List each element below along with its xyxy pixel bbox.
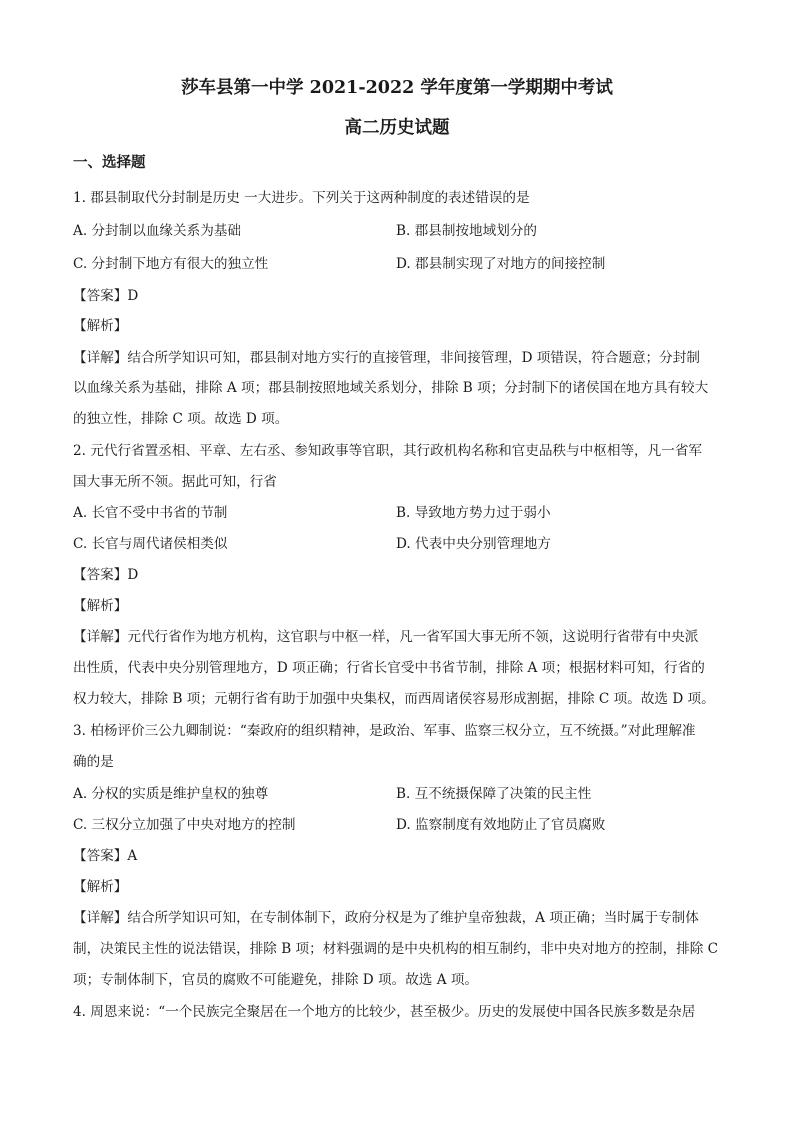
q3-detail-line: 【详解】结合所学知识可知，在专制体制下，政府分权是为了维护皇帝独裁，A 项正确；当时属于专制体 [73, 910, 699, 926]
section-heading: 一、选择题 [73, 154, 146, 171]
q3-option-d: D. 监察制度有效地防止了官员腐败 [396, 817, 606, 833]
q3-option-b: B. 互不统摄保障了决策的民主性 [396, 786, 592, 802]
q2-detail-line: 出性质，代表中央分别管理地方，D 项正确；行省长官受中书省节制，排除 A 项；根据材料可知，行省的 [73, 660, 705, 676]
q1-detail-line: 以血缘关系为基础，排除 A 项；郡县制按照地域关系划分，排除 B 项；分封制下的诸侯国在地方具有较大 [73, 380, 709, 396]
q3-option-c: C. 三权分立加强了中央对地方的控制 [73, 817, 296, 833]
q2-detail-line: 权力较大，排除 B 项；元朝行省有助于加强中央集权，而西周诸侯容易形成割据，排除 C 项。故选 D 项。 [73, 691, 715, 707]
q3-stem: 3. 柏杨评价三公九卿制说：“秦政府的组织精神，是政治、军事、监察三权分立，互不统摄。”对此理解准 [73, 723, 696, 739]
q2-detail-line: 【详解】元代行省作为地方机构，这官职与中枢一样，凡一省军国大事无所不领，这说明行省带有中央派 [73, 629, 699, 645]
q1-option-c: C. 分封制下地方有很大的独立性 [73, 256, 269, 272]
q1-option-b: B. 郡县制按地域划分的 [396, 223, 537, 239]
q1-option-a: A. 分封制以血缘关系为基础 [73, 223, 241, 239]
q3-analysis-label: 【解析】 [73, 879, 128, 895]
q4-stem: 4. 周恩来说：“一个民族完全聚居在一个地方的比较少，甚至极少。历史的发展使中国各民族多数是杂居 [73, 1004, 696, 1020]
q3-option-a: A. 分权的实质是维护皇权的独尊 [73, 786, 269, 802]
q2-option-c: C. 长官与周代诸侯相类似 [73, 536, 228, 552]
q1-detail-line: 【详解】结合所学知识可知，郡县制对地方实行的直接管理，非间接管理，D 项错误，符合题意；分封制 [73, 350, 700, 366]
q1-stem: 1. 郡县制取代分封制是历史 一大进步。下列关于这两种制度的表述错误的是 [73, 190, 530, 206]
q1-answer: 【答案】D [73, 288, 139, 304]
q3-detail-line: 制，决策民主性的说法错误，排除 B 项；材料强调的是中央机构的相互制约，非中央对地方的控制，排除 C [73, 941, 719, 957]
q3-stem: 确的是 [73, 754, 114, 770]
exam-title: 莎车县第一中学 2021-2022 学年度第一学期期中考试 [181, 78, 613, 98]
q3-detail-line: 项；专制体制下，官员的腐败不可能避免，排除 D 项。故选 A 项。 [73, 972, 479, 988]
q3-answer: 【答案】A [73, 848, 138, 864]
q2-option-a: A. 长官不受中书省的节制 [73, 505, 228, 521]
q1-analysis-label: 【解析】 [73, 318, 128, 334]
exam-subtitle: 高二历史试题 [344, 118, 450, 138]
q2-answer: 【答案】D [73, 567, 139, 583]
q2-option-d: D. 代表中央分别管理地方 [396, 536, 551, 552]
q2-option-b: B. 导致地方势力过于弱小 [396, 505, 551, 521]
q2-stem: 国大事无所不领。据此可知，行省 [73, 474, 277, 490]
q1-option-d: D. 郡县制实现了对地方的间接控制 [396, 256, 606, 272]
q2-analysis-label: 【解析】 [73, 598, 128, 614]
q2-stem: 2. 元代行省置丞相、平章、左右丞、参知政事等官职，其行政机构名称和官吏品秩与中枢相等，凡一省军 [73, 443, 703, 459]
q1-detail-line: 的独立性，排除 C 项。故选 D 项。 [73, 411, 289, 427]
